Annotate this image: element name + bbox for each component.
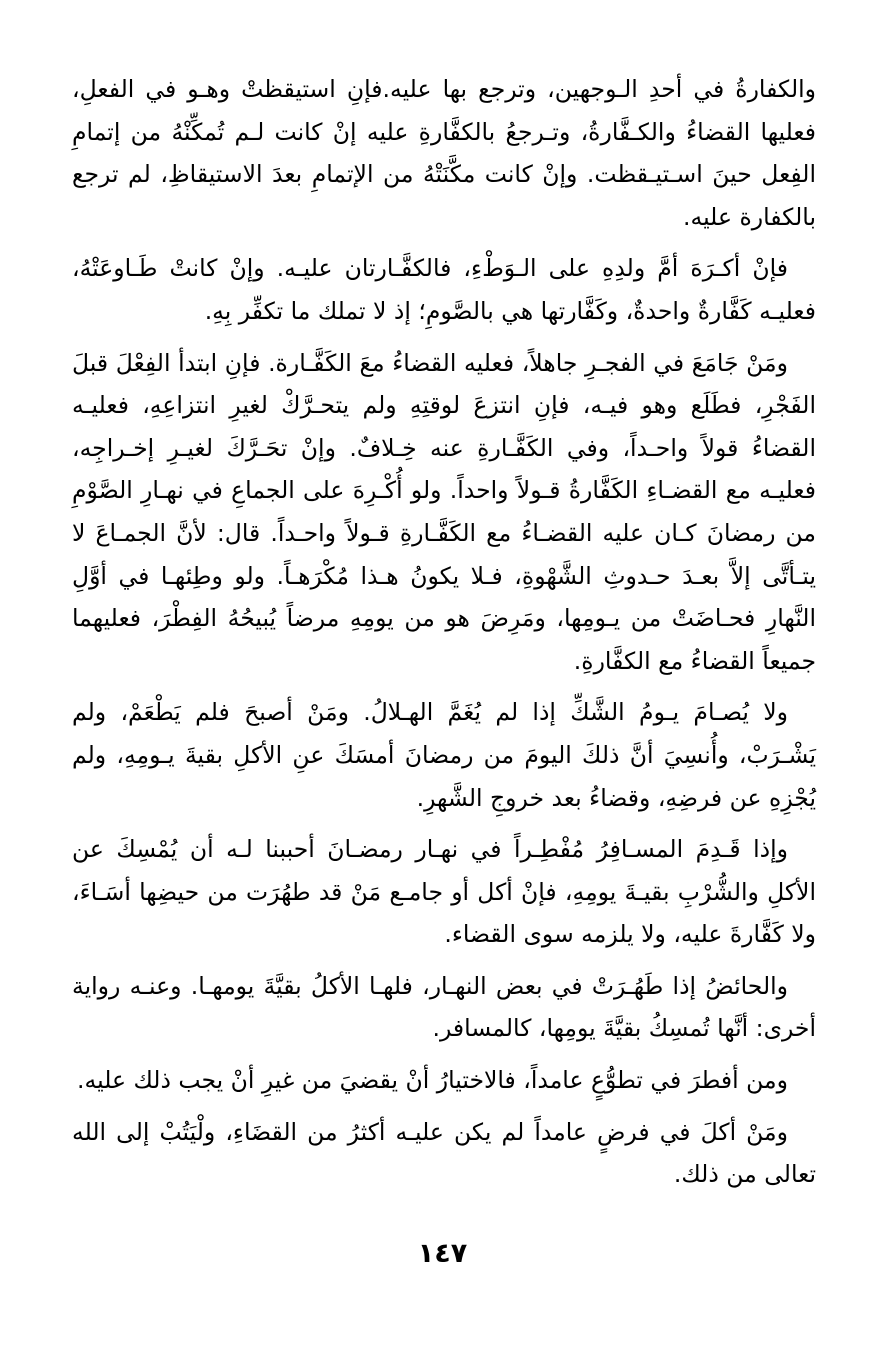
paragraph-1: والكفارةُ في أحدِ الـوجهين، وترجع بها عليه.فإنِ استيقظتْ وهـو في الفعلِ، فعليها القضاءُ والكـفَّارةُ، وتـرجعُ بالكفَّارةِ عليه إنْ كانت لـم تُمكِّنْهُ من إتمامِ الفِعل حينَ اسـتيـقظت. وإنْ كانت مكَّنَتْهُ من الإتمامِ بعدَ الاستيقاظِ، لم ترجع بالكفارة عليه. bbox=[72, 75, 816, 231]
paragraph-2: فإنْ أكـرَهَ أمَّ ولدِهِ على الـوَطْءِ، فالكفَّـارتان عليـه. وإنْ كانتْ طَـاوعَتْهُ، فعليـه كَفَّارةٌ واحدةٌ، وكَفَّارتها هي بالصَّومِ؛ إذ لا تملك ما تكفِّر بِهِ. bbox=[72, 254, 816, 325]
paragraph-7: ومن أفطرَ في تطوُّعٍ عامداً، فالاختيارُ أنْ يقضيَ من غيرِ أنْ يجب ذلك عليه. bbox=[77, 1066, 788, 1095]
page-number: ١٤٧ bbox=[417, 1238, 468, 1269]
paragraph-4: ولا يُصـامَ يـومُ الشَّكِّ إذا لم يُغَمَّ الهـلالُ. ومَنْ أصبحَ فلم يَطْعَمْ، ولم يَشْـرَبْ، وأُنسِيَ أنَّ ذلكَ اليومَ من رمضانَ أمسَكَ عنِ الأكلِ بقيةَ يـومِهِ، ولم يُجْزِهِ عن فرضِهِ، وقضاءُ بعد خروجِ الشَّهرِ. bbox=[72, 698, 816, 812]
paragraph-8: ومَنْ أكلَ في فرضٍ عامداً لم يكن عليـه أكثرُ من القضَاءِ، ولْيَتُبْ إلى الله تعالى من ذلك. bbox=[72, 1117, 816, 1189]
paragraph-3: ومَنْ جَامَعَ في الفجـرِ جاهلاً، فعليه القضاءُ معَ الكَفَّـارة. فإنِ ابتدأ الفِعْلَ قبلَ الفَجْرِ، فطَلَع وهو فيـه، فإنِ انتزعَ لوقتِهِ ولم يتحـرَّكْ لغيرِ انتزاعِهِ، فعليـه القضاءُ قولاً واحـداً، وفي الكَفَّـارةِ عنه خِـلافٌ. وإنْ تحَـرَّكَ لغيـرِ إخـراجِه، فعليـه مع القضـاءِ الكَفَّارةُ قـولاً واحداً. ولو أُكْـرِهَ على الجماعِ في نهـارِ الصَّوْمِ من رمضانَ كـان عليه القضـاءُ مع الكَفَّـارةِ قـولاً واحـداً. قال: لأنَّ الجمـاعَ لا يتـأتَّى إلاَّ بعـدَ حـدوثِ الشَّهْوةِ، فـلا يكونُ هـذا مُكْرَهـاً. ولو وطِئهـا في أوَّلِ النَّهارِ فحـاضَتْ من يـومِها، ومَرِضَ هو من يومِهِ مرضاً يُبيحُهُ الفِطْرَ، فعليهما جميعاً القضاءُ مع الكفَّارةِ. bbox=[72, 348, 816, 675]
paragraph-5: وإذا قَـدِمَ المسـافِرُ مُفْطِـراً في نهـار رمضـانَ أحببنا لـه أن يُمْسِكَ عن الأكلِ والشُّرْبِ بقيـةَ يومِهِ، فإنْ أكل أو جامـع مَنْ قد طهُرَت من حيضِها أسَـاءَ، ولا كَفَّارةَ عليه، ولا يلزمه سوى القضاء. bbox=[72, 835, 816, 949]
page-body bbox=[72, 68, 816, 1205]
paragraph-6: والحائضُ إذا طَهُـرَتْ في بعض النهـار، فلهـا الأكلُ بقيَّةَ يومهـا. وعنـه رواية أخرى: أنَّها تُمسِكُ بقيَّةَ يومِها، كالمسافر. bbox=[72, 971, 816, 1043]
